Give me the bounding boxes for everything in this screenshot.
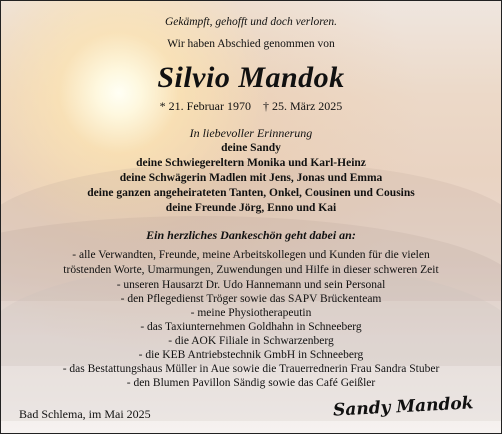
mourner-line: deine Schwägerin Madlen mit Jens, Jonas und Emma — [119, 172, 383, 184]
thanks-line: - die KEB Antriebstechnik GmbH in Schneeberg — [138, 349, 364, 361]
mourner-line: deine Schwiegereltern Monika und Karl-Heinz — [136, 157, 366, 169]
intro-line: Wir haben Abschied genommen von — [167, 38, 335, 50]
place-date: Bad Schlema, im Mai 2025 — [19, 407, 151, 421]
thanks-line: - alle Verwandten, Freunde, meine Arbeitskollegen und Kunden für die vielen — [72, 249, 430, 261]
thanks-line: - den Pflegedienst Tröger sowie das SAPV Brückenteam — [120, 293, 382, 305]
thanks-line: - das Taxiunternehmen Goldhahn in Schneeberg — [140, 321, 362, 333]
mourner-line: deine Sandy — [221, 142, 281, 154]
thanks-heading: Ein herzliches Dankeschön geht dabei an: — [146, 228, 356, 242]
mourner-line: deine Freunde Jörg, Enno und Kai — [165, 202, 337, 214]
thanks-line: tröstenden Worte, Umarmungen, Zuwendungen und Hilfe in dieser schweren Zeit — [63, 264, 439, 276]
signature: Sandy Mandok — [332, 393, 474, 421]
thanks-line: - den Blumen Pavillon Sändig sowie das Café Geißler — [126, 377, 376, 389]
memory-heading: In liebevoller Erinnerung — [189, 126, 313, 140]
deceased-name: Silvio Mandok — [157, 61, 345, 94]
mourner-line: deine ganzen angeheirateten Tanten, Onkel, Cousinen und Cousins — [87, 187, 415, 199]
life-dates: * 21. Februar 1970 † 25. März 2025 — [159, 99, 343, 113]
thanks-line: - meine Physiotherapeutin — [190, 307, 312, 319]
thanks-line: - die AOK Filiale in Schwarzenberg — [168, 335, 334, 347]
thanks-line: - das Bestattungshaus Müller in Aue sowie die Trauerrednerin Frau Sandra Stuber — [62, 363, 440, 375]
thanks-line: - unseren Hausarzt Dr. Udo Hannemann und sein Personal — [116, 279, 386, 291]
intro-line: Gekämpft, gehofft und doch verloren. — [164, 16, 338, 28]
